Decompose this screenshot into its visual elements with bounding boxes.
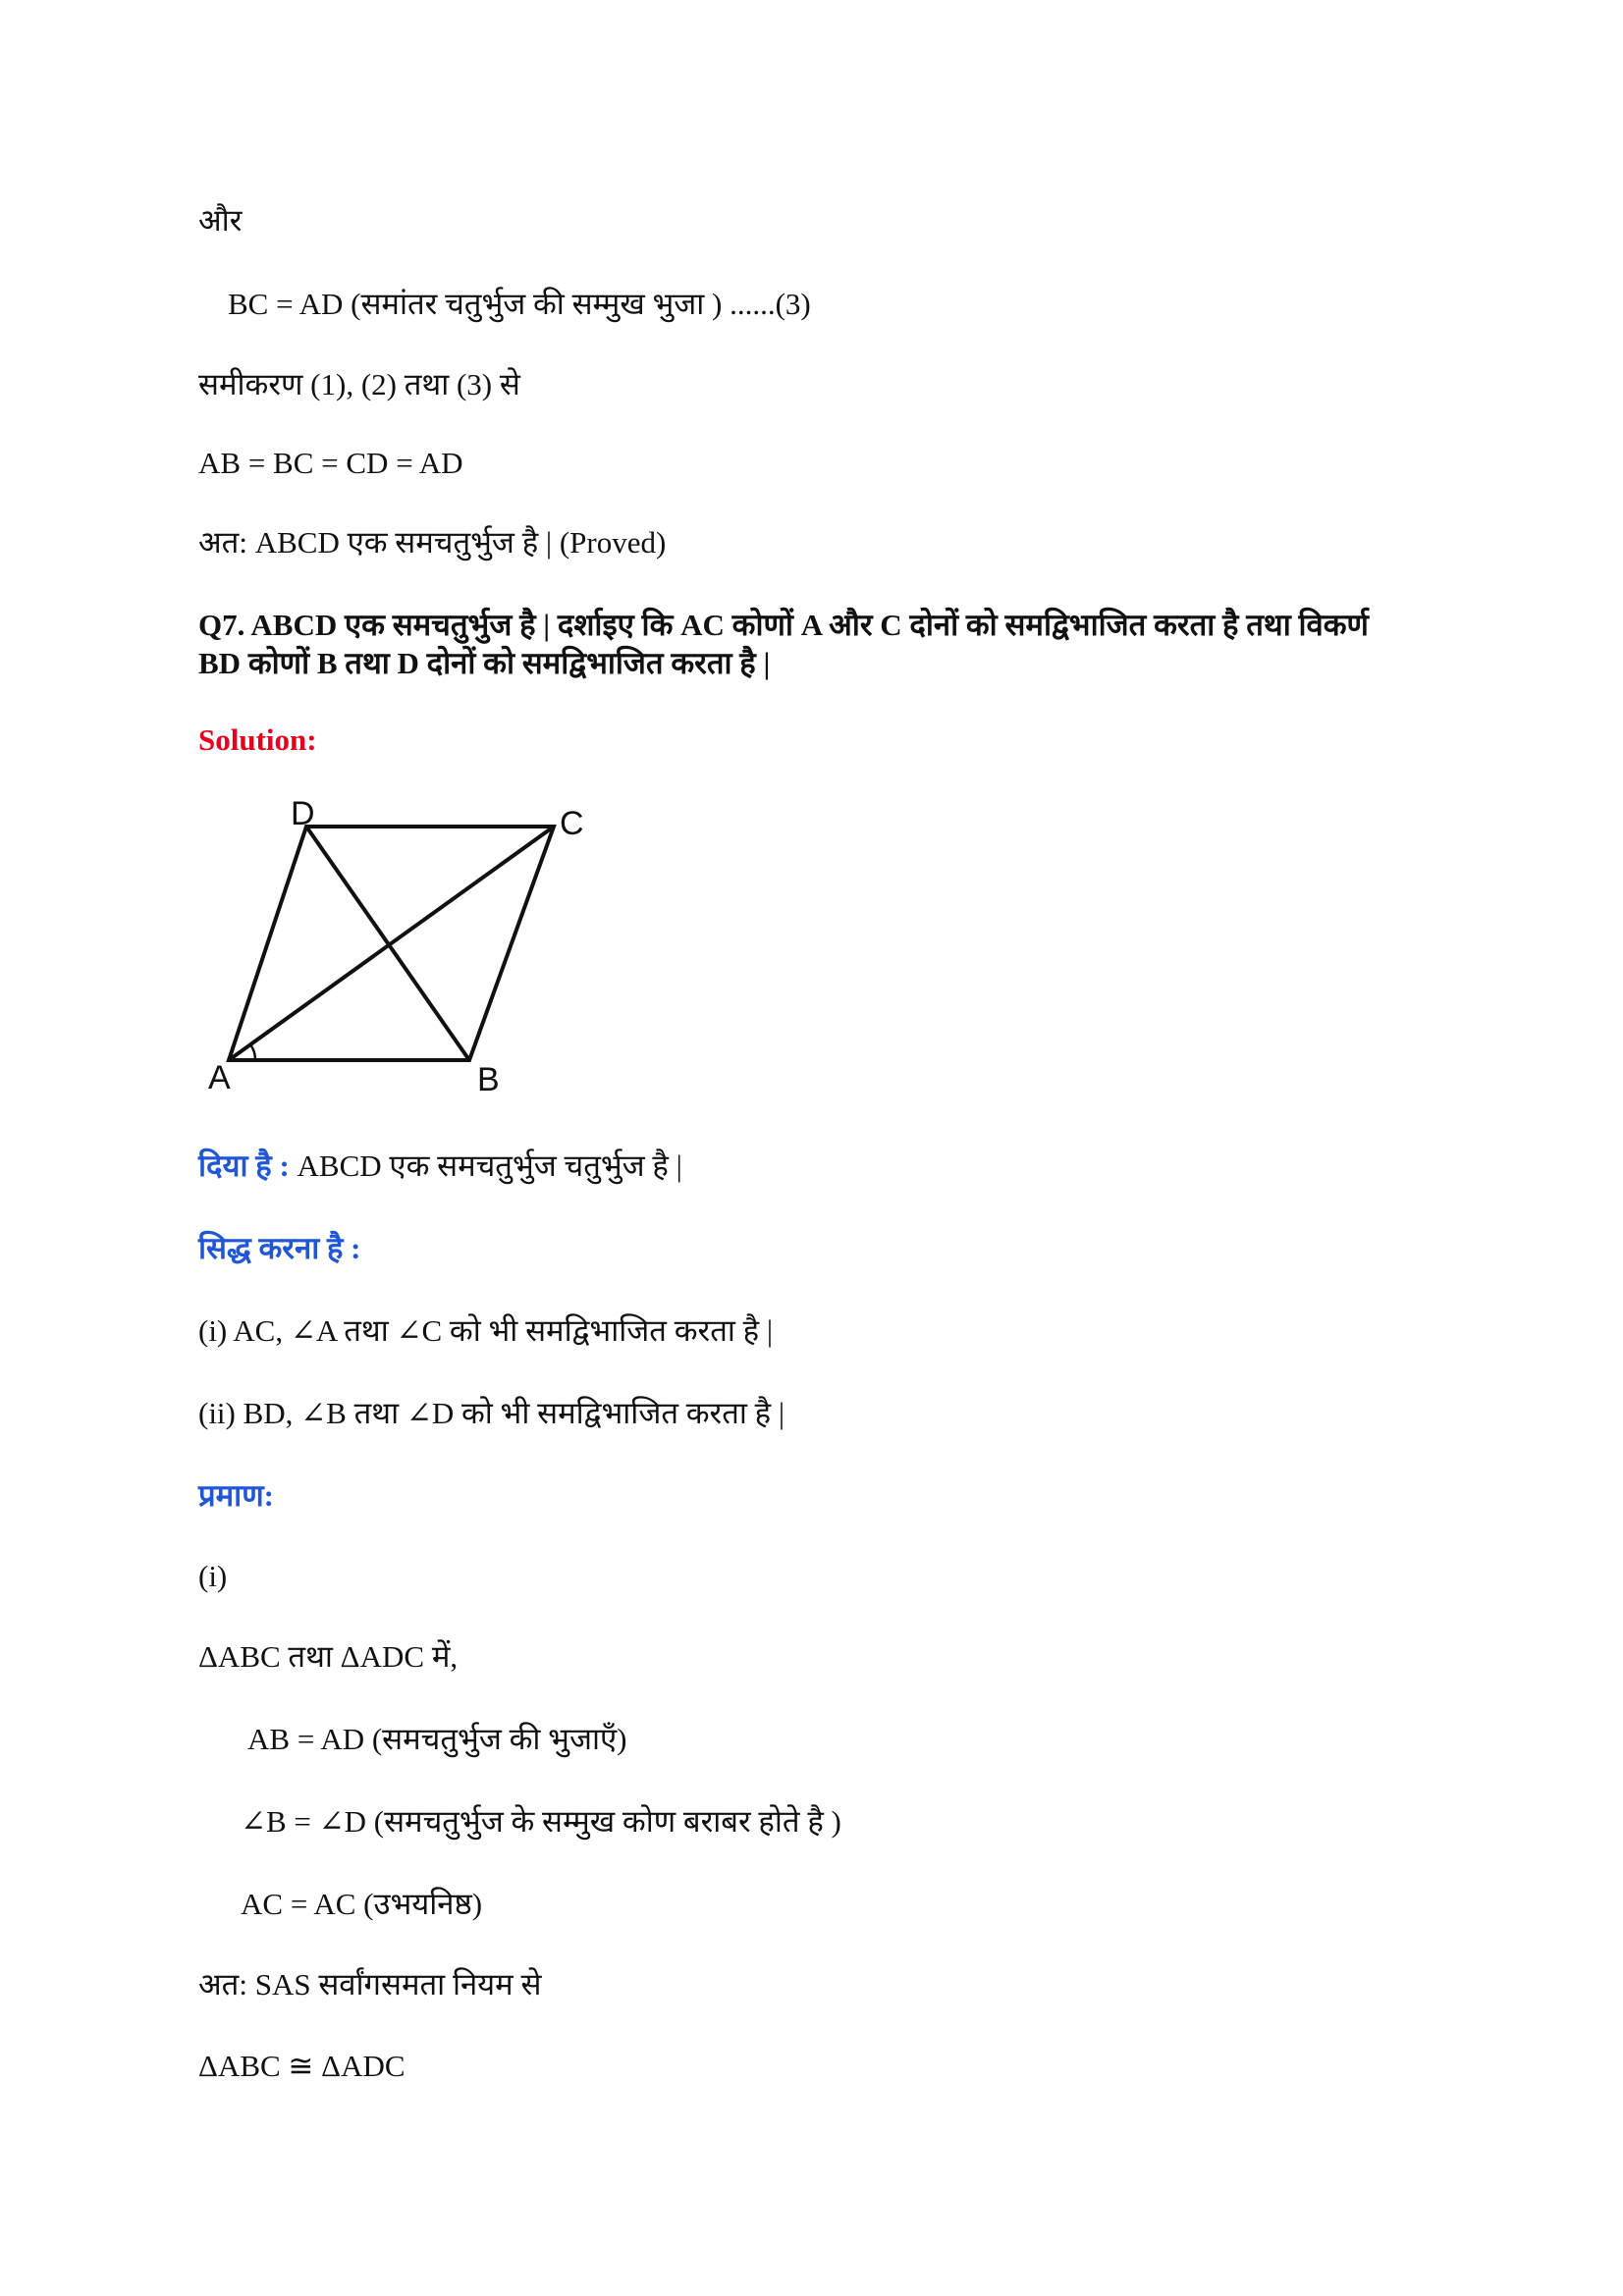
vertex-label-b: B — [477, 1061, 500, 1098]
proof-step-angles: ∠B = ∠D (समचतुर्भुज के सम्मुख कोण बराबर होते है ) — [241, 1804, 841, 1839]
diagonal-ac — [229, 827, 554, 1060]
proof-step-sides: AB = AD (समचतुर्भुज की भुजाएँ) — [247, 1722, 627, 1756]
to-prove-label: सिद्ध करना है : — [198, 1231, 361, 1265]
proof-congruence: ΔABC ≅ ΔADC — [198, 2049, 406, 2083]
text-conclusion: अत: ABCD एक समचतुर्भुज है | (Proved) — [198, 525, 667, 560]
proof-label: प्रमाण: — [198, 1478, 274, 1513]
solution-label: Solution: — [198, 722, 317, 757]
rhombus-figure — [196, 785, 599, 1099]
given-line — [198, 1147, 682, 1186]
text-from-equations: समीकरण (1), (2) तथा (3) से — [198, 367, 520, 401]
question-7-line-2: BD कोणों B तथा D दोनों को समद्विभाजित करता है | — [198, 646, 771, 680]
to-prove-item-1: (i) AC, ∠A तथा ∠C को भी समद्विभाजित करता है | — [198, 1313, 774, 1348]
vertex-label-a: A — [208, 1059, 231, 1096]
diagonal-bd — [306, 827, 469, 1060]
proof-sas-rule: अत: SAS सर्वांगसमता नियम से — [198, 1967, 542, 2002]
question-7-line-1: Q7. ABCD एक समचतुर्भुज है | दर्शाइए कि AC कोणों A और C दोनों को समद्विभाजित करता है तथा विकर्ण — [198, 608, 1369, 642]
angle-a-arc — [250, 1044, 255, 1060]
vertex-label-c: C — [560, 805, 584, 842]
proof-step-common: AC = AC (उभयनिष्ठ) — [241, 1887, 483, 1921]
text-bc-ad: BC = AD (समांतर चतुर्भुज की सम्मुख भुजा ) ......(3) — [228, 287, 811, 321]
proof-triangles: ΔABC तथा ΔADC में, — [198, 1639, 459, 1674]
to-prove-item-2: (ii) BD, ∠B तथा ∠D को भी समद्विभाजित करता है | — [198, 1396, 785, 1430]
given-text: ABCD एक समचतुर्भुज चतुर्भुज है | — [297, 1148, 682, 1183]
vertex-label-d: D — [291, 795, 315, 832]
given-label: दिया है : — [198, 1148, 290, 1183]
text-all-sides-equal: AB = BC = CD = AD — [198, 446, 463, 480]
proof-part-i: (i) — [198, 1559, 228, 1593]
text-and: और — [198, 203, 243, 238]
